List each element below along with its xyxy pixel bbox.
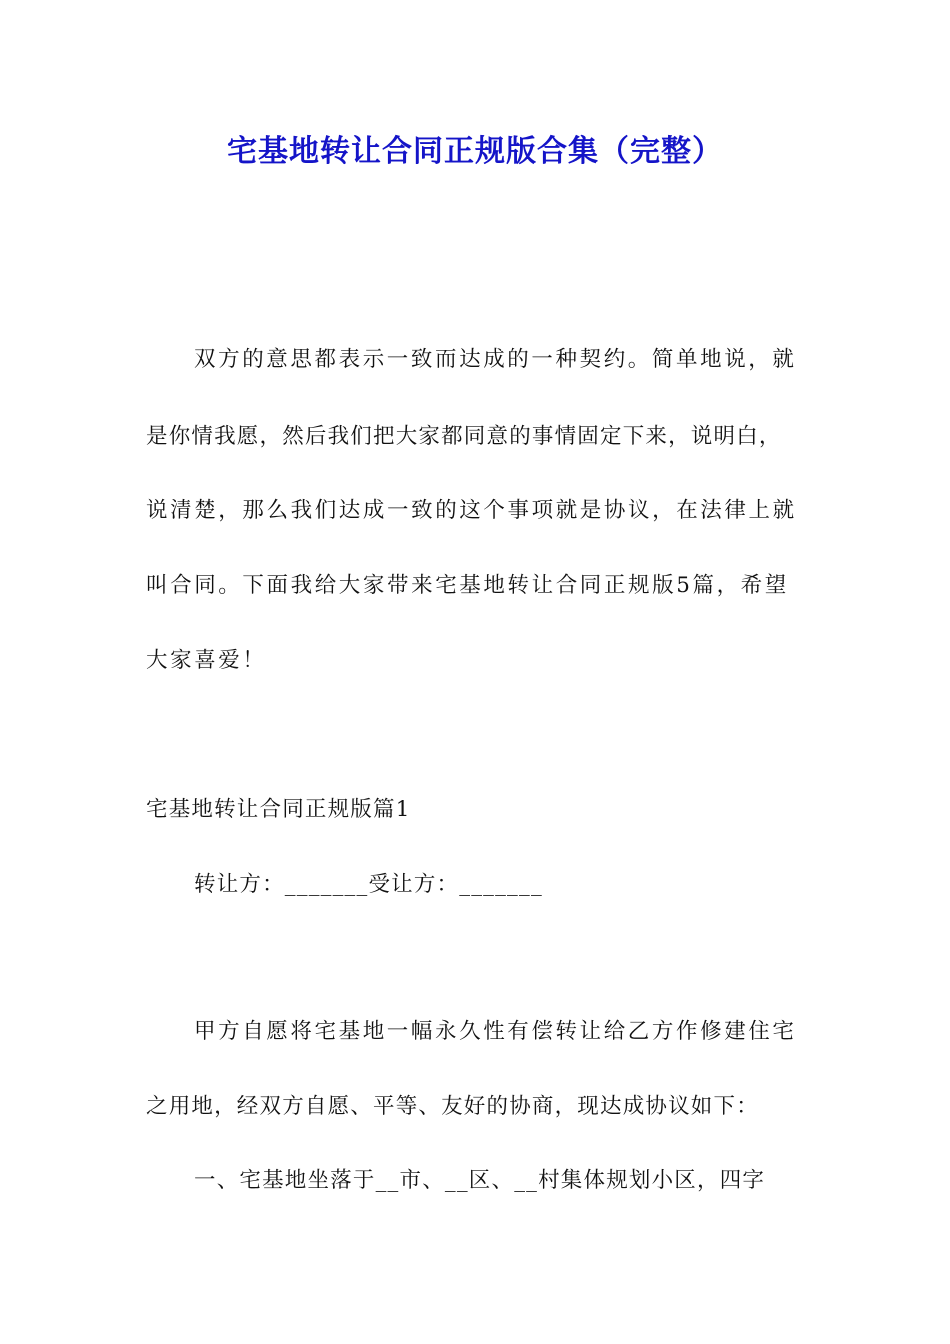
intro-line-3: 说清楚，那么我们达成一致的这个事项就是协议，在法律上就 — [146, 498, 797, 523]
body-line-2: 之用地，经双方自愿、平等、友好的协商，现达成协议如下： — [146, 1094, 759, 1119]
body-line-1: 甲方自愿将宅基地一幅永久性有偿转让给乙方作修建住宅 — [194, 1019, 797, 1044]
parties-line: 转让方：_______受让方：_______ — [194, 872, 543, 897]
intro-line-4: 叫合同。下面我给大家带来宅基地转让合同正规版5篇，希望 — [146, 573, 789, 598]
intro-line-5: 大家喜爱！ — [146, 648, 267, 673]
intro-line-2: 是你情我愿，然后我们把大家都同意的事情固定下来，说明白， — [146, 424, 782, 449]
body-line-3: 一、宅基地坐落于__市、__区、__村集体规划小区，四字 — [194, 1168, 766, 1193]
intro-line-1: 双方的意思都表示一致而达成的一种契约。简单地说，就 — [194, 347, 797, 372]
document-title: 宅基地转让合同正规版合集（完整） — [227, 134, 723, 169]
section-heading: 宅基地转让合同正规版篇1 — [146, 797, 411, 822]
